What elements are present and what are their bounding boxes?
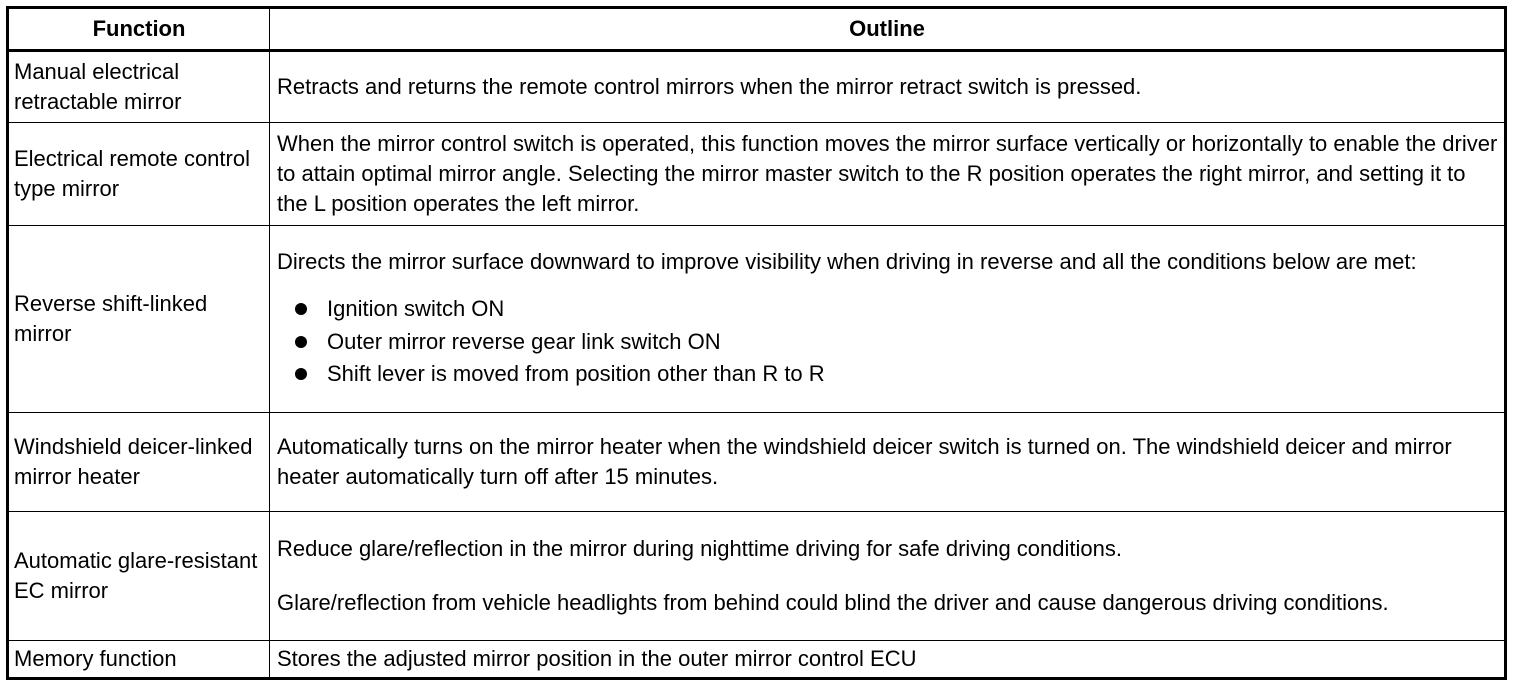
function-cell: Manual electrical retractable mirror xyxy=(8,51,270,123)
outline-cell xyxy=(270,512,1506,641)
list-item xyxy=(277,326,1500,359)
outline-text-secondary: Glare/reflection from vehicle headlights from behind could blind the driver and cause dangerous driving conditions. xyxy=(277,590,1389,615)
mirror-functions-table xyxy=(6,6,1507,680)
outline-cell: Stores the adjusted mirror position in the outer mirror control ECU xyxy=(270,641,1506,679)
table-header-row xyxy=(8,8,1506,51)
outline-cell: Retracts and returns the remote control mirrors when the mirror retract switch is pressed. xyxy=(270,51,1506,123)
table-row xyxy=(8,512,1506,641)
outline-cell xyxy=(270,226,1506,413)
outline-cell: Automatically turns on the mirror heater when the windshield deicer switch is turned on. The windshield deicer and mirror heater automatically turn off after 15 minutes. xyxy=(270,413,1506,512)
function-cell: Reverse shift-linked mirror xyxy=(8,226,270,413)
table-row xyxy=(8,51,1506,123)
table-row xyxy=(8,226,1506,413)
outline-text: Reduce glare/reflection in the mirror during nighttime driving for safe driving conditions. xyxy=(277,536,1122,561)
list-item xyxy=(277,293,1500,326)
function-cell: Windshield deicer-linked mirror heater xyxy=(8,413,270,512)
conditions-list xyxy=(277,293,1500,391)
outline-text: Directs the mirror surface downward to improve visibility when driving in reverse and all the conditions below are met: xyxy=(277,249,1417,275)
header-outline: Outline xyxy=(270,8,1506,51)
function-cell: Memory function xyxy=(8,641,270,679)
list-item-text: Outer mirror reverse gear link switch ON xyxy=(327,328,721,354)
table-row xyxy=(8,413,1506,512)
header-function: Function xyxy=(8,8,270,51)
bullet-icon xyxy=(295,303,307,315)
table-row xyxy=(8,641,1506,679)
bullet-icon xyxy=(295,336,307,348)
bullet-icon xyxy=(295,368,307,380)
function-cell: Electrical remote control type mirror xyxy=(8,123,270,226)
list-item xyxy=(277,358,1500,391)
list-item-text: Shift lever is moved from position other than R to R xyxy=(327,361,825,387)
list-item-text: Ignition switch ON xyxy=(327,296,505,322)
outline-cell: When the mirror control switch is operated, this function moves the mirror surface vertically or horizontally to enable the driver to attain optimal mirror angle. Selecting the mirror master switch to the R position operates the right mirror, and setting it to the L position operates the left mirror. xyxy=(270,123,1506,226)
function-cell: Automatic glare-resistant EC mirror xyxy=(8,512,270,641)
table-row xyxy=(8,123,1506,226)
